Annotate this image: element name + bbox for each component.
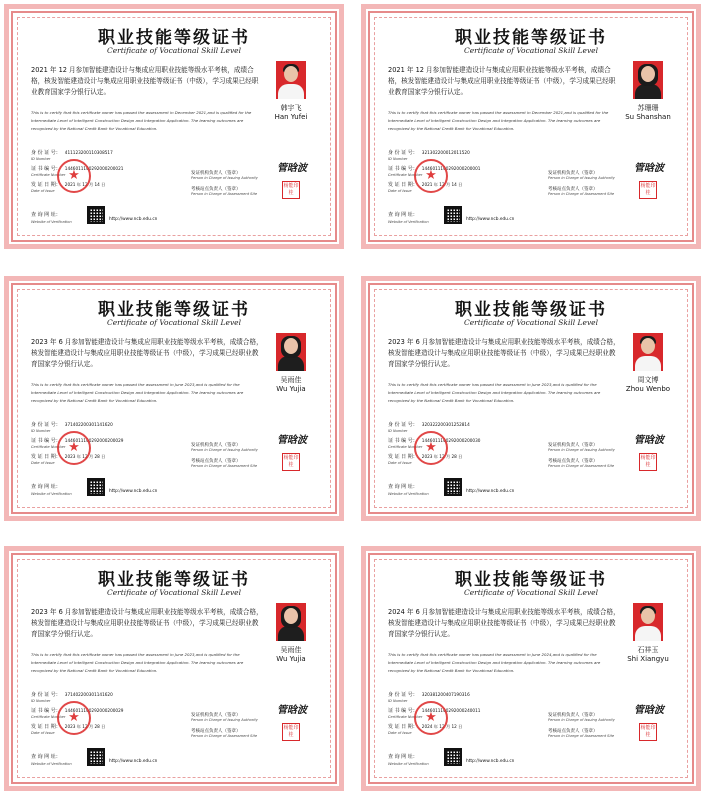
signature: 管晗波 bbox=[634, 705, 664, 716]
issuing-authority-signer bbox=[548, 442, 615, 452]
issuing-authority-label: 发证机构负责人（签章） bbox=[548, 171, 598, 176]
issue-date-label: 发 证 日 期： bbox=[31, 724, 61, 730]
issue-date-value: 2023 年 12 月 28 日 bbox=[421, 454, 463, 459]
certificate-body-en: This is to certify that this certificate owner has passed the assessment in December 2021,and is qualified for the Intermediate Level of Intelligent Construction Design and Integration Application. The learning outcomes are recognized by the National Credit Bank for Vocational Education. bbox=[31, 110, 252, 132]
verification-field bbox=[388, 753, 429, 766]
id-number-label-en: ID Number bbox=[31, 429, 51, 433]
holder-name-cn: 石祥玉 bbox=[637, 646, 659, 654]
assessment-site-signer bbox=[191, 458, 257, 468]
issuing-authority-label-en: Person in Charge of Issuing Authority bbox=[191, 176, 258, 180]
issue-date-label-en: Date of Issue bbox=[31, 189, 55, 193]
certificate-body-cn: 2023 年 6 月参加智能建造设计与集成应用职业技能等级水平考核，成绩合格，核发智能建造设计与集成应用职业技能等级证书（中级），学习成果已经职业教育国家学分银行认定。 bbox=[388, 338, 620, 368]
signature: 管晗波 bbox=[277, 163, 307, 174]
signature: 管晗波 bbox=[277, 435, 307, 446]
certificate-number-value: 1446011100292000200030 bbox=[421, 438, 481, 443]
holder-photo bbox=[633, 603, 663, 641]
issue-date-label-en: Date of Issue bbox=[388, 189, 412, 193]
certificate-body-cn: 2023 年 6 月参加智能建造设计与集成应用职业技能等级水平考核，成绩合格，核发智能建造设计与集成应用职业技能等级证书（中级），学习成果已经职业教育国家学分银行认定。 bbox=[31, 608, 263, 638]
verification-label: 查 询 网 址： bbox=[388, 212, 418, 218]
certificate-number-label-en: Certificate Number bbox=[388, 715, 423, 719]
qr-code-icon bbox=[87, 206, 105, 224]
holder-name-cn: 周文博 bbox=[637, 376, 659, 384]
issuing-authority-label-en: Person in Charge of Issuing Authority bbox=[191, 718, 258, 722]
qr-code-icon bbox=[87, 478, 105, 496]
assessment-site-label-en: Person in Charge of Assessment Site bbox=[548, 464, 615, 468]
signature: 管晗波 bbox=[634, 163, 664, 174]
personal-seal-icon: 杨能印桂 bbox=[282, 181, 300, 199]
qr-code-icon bbox=[444, 206, 462, 224]
issuing-authority-label-en: Person in Charge of Issuing Authority bbox=[548, 448, 615, 452]
certificate-body-en: This is to certify that this certificate owner has passed the assessment in June 2023,and is qualified for the Intermediate Level of Intelligent Construction Design and Integration Application. The learning outcomes are recognized by the National Credit Bank for Vocational Education. bbox=[31, 382, 244, 404]
issuing-authority-label: 发证机构负责人（签章） bbox=[548, 443, 598, 448]
holder-name-en: Shi Xiangyu bbox=[627, 655, 669, 663]
verification-url[interactable]: http://www.ncb.edu.cn bbox=[466, 489, 515, 494]
certificate-body-cn: 2021 年 12 月参加智能建造设计与集成应用职业技能等级水平考核，成绩合格，核发智能建造设计与集成应用职业技能等级证书（中级），学习成果已经职业教育国家学分银行认定。 bbox=[31, 66, 259, 96]
issue-date-label: 发 证 日 期： bbox=[388, 182, 418, 188]
personal-seal-icon: 杨能印桂 bbox=[639, 181, 657, 199]
id-number-label: 身 份 证 号： bbox=[31, 150, 61, 156]
personal-seal-icon: 杨能印桂 bbox=[282, 453, 300, 471]
verification-url[interactable]: http://www.ncb.edu.cn bbox=[109, 217, 158, 222]
holder-photo bbox=[276, 61, 306, 99]
issuing-authority-label: 发证机构负责人（签章） bbox=[548, 713, 598, 718]
issue-date-label-en: Date of Issue bbox=[31, 461, 55, 465]
issue-date-value: 2023 年 12 月 28 日 bbox=[64, 724, 106, 729]
certificate-title: 职业技能等级证书 bbox=[98, 570, 250, 590]
certificate-subtitle: Certificate of Vocational Skill Level bbox=[463, 46, 599, 55]
assessment-site-signer bbox=[191, 186, 257, 196]
assessment-site-label-en: Person in Charge of Assessment Site bbox=[548, 734, 615, 738]
certificate-number-label: 证 书 编 号： bbox=[388, 708, 418, 714]
assessment-site-label: 考核站点负责人（签章） bbox=[548, 729, 598, 734]
qr-code-icon bbox=[87, 748, 105, 766]
issue-date-value: 2021 年 12 月 14 日 bbox=[64, 182, 106, 187]
certificate-number-label-en: Certificate Number bbox=[31, 173, 66, 177]
certificate-body-en: This is to certify that this certificate owner has passed the assessment in June 2023,and is qualified for the Intermediate Level of Intelligent Construction Design and Integration Application. The learning outcomes are recognized by the National Credit Bank for Vocational Education. bbox=[31, 652, 244, 674]
certificate-number-label: 证 书 编 号： bbox=[388, 166, 418, 172]
verification-label: 查 询 网 址： bbox=[31, 754, 61, 760]
id-number-value: 320322200301252814 bbox=[421, 422, 470, 427]
id-number-label: 身 份 证 号： bbox=[31, 692, 61, 698]
assessment-site-signer bbox=[548, 458, 614, 468]
holder-name-en: Wu Yujia bbox=[276, 385, 306, 393]
holder-photo bbox=[633, 333, 663, 371]
verification-label: 查 询 网 址： bbox=[388, 754, 418, 760]
certificate-body-en: This is to certify that this certificate owner has passed the assessment in June 2023,and is qualified for the Intermediate Level of Intelligent Construction Design and Integration Application. The learning outcomes are recognized by the National Credit Bank for Vocational Education. bbox=[388, 382, 601, 404]
certificate-title: 职业技能等级证书 bbox=[98, 300, 250, 320]
qr-code-icon bbox=[444, 478, 462, 496]
assessment-site-label: 考核站点负责人（签章） bbox=[548, 187, 598, 192]
id-number-label: 身 份 证 号： bbox=[388, 150, 418, 156]
holder-name-cn: 吴雨佳 bbox=[280, 376, 302, 384]
issue-date-label: 发 证 日 期： bbox=[388, 724, 418, 730]
verification-label-en: Website of Verification bbox=[31, 492, 72, 496]
id-number-label: 身 份 证 号： bbox=[388, 422, 418, 428]
certificate-number-value: 1446011100292000200021 bbox=[64, 166, 124, 171]
issuing-authority-label-en: Person in Charge of Issuing Authority bbox=[548, 176, 615, 180]
personal-seal-icon: 杨能印桂 bbox=[639, 723, 657, 741]
assessment-site-signer bbox=[548, 728, 614, 738]
certificate-number-value: 1446011100292000240011 bbox=[421, 708, 481, 713]
issuing-authority-signer bbox=[548, 170, 615, 180]
certificate-card bbox=[361, 4, 701, 249]
certificate-number-label-en: Certificate Number bbox=[388, 445, 423, 449]
verification-label: 查 询 网 址： bbox=[388, 484, 418, 490]
assessment-site-label: 考核站点负责人（签章） bbox=[548, 459, 598, 464]
verification-label: 查 询 网 址： bbox=[31, 212, 61, 218]
id-number-value: 411123200110308517 bbox=[64, 150, 113, 155]
issue-date-label: 发 证 日 期： bbox=[388, 454, 418, 460]
official-seal-icon: ★ bbox=[414, 159, 448, 193]
issuing-authority-label: 发证机构负责人（签章） bbox=[191, 443, 241, 448]
holder-photo bbox=[276, 333, 306, 371]
certificate-subtitle: Certificate of Vocational Skill Level bbox=[463, 318, 599, 327]
issue-date-label-en: Date of Issue bbox=[388, 731, 412, 735]
issue-date-label-en: Date of Issue bbox=[388, 461, 412, 465]
certificate-number-label: 证 书 编 号： bbox=[31, 166, 61, 172]
official-seal-icon: ★ bbox=[57, 159, 91, 193]
holder-name-en: Zhou Wenbo bbox=[625, 385, 671, 393]
certificate-number-label-en: Certificate Number bbox=[31, 445, 66, 449]
assessment-site-label-en: Person in Charge of Assessment Site bbox=[191, 192, 258, 196]
official-seal-icon: ★ bbox=[57, 701, 91, 735]
holder-name-cn: 苏珊珊 bbox=[637, 104, 659, 112]
issue-date-value: 2021 年 12 月 14 日 bbox=[421, 182, 463, 187]
verification-field bbox=[388, 483, 429, 496]
certificate-number-label-en: Certificate Number bbox=[388, 173, 423, 177]
assessment-site-label: 考核站点负责人（签章） bbox=[191, 459, 241, 464]
official-seal-icon: ★ bbox=[414, 431, 448, 465]
assessment-site-label-en: Person in Charge of Assessment Site bbox=[191, 464, 258, 468]
signature: 管晗波 bbox=[277, 705, 307, 716]
personal-seal-icon: 杨能印桂 bbox=[639, 453, 657, 471]
certificate-subtitle: Certificate of Vocational Skill Level bbox=[106, 46, 242, 55]
qr-code-icon bbox=[444, 748, 462, 766]
verification-url[interactable]: http://www.ncb.edu.cn bbox=[466, 217, 515, 222]
certificate-title: 职业技能等级证书 bbox=[98, 28, 250, 48]
holder-name-en: Su Shanshan bbox=[625, 113, 671, 121]
verification-label-en: Website of Verification bbox=[31, 762, 72, 766]
issue-date-label-en: Date of Issue bbox=[31, 731, 55, 735]
certificate-body-cn: 2024 年 6 月参加智能建造设计与集成应用职业技能等级水平考核，成绩合格，核发智能建造设计与集成应用职业技能等级证书（中级），学习成果已经职业教育国家学分银行认定。 bbox=[388, 608, 620, 638]
certificate-number-label: 证 书 编 号： bbox=[31, 708, 61, 714]
id-number-label-en: ID Number bbox=[31, 157, 51, 161]
certificate-title: 职业技能等级证书 bbox=[455, 570, 607, 590]
assessment-site-signer bbox=[548, 186, 614, 196]
verification-url[interactable]: http://www.ncb.edu.cn bbox=[109, 759, 158, 764]
certificate-number-label-en: Certificate Number bbox=[31, 715, 66, 719]
certificate-subtitle: Certificate of Vocational Skill Level bbox=[106, 588, 242, 597]
certificate-card bbox=[361, 276, 701, 521]
holder-name-en: Han Yufei bbox=[274, 113, 308, 121]
certificate-title: 职业技能等级证书 bbox=[455, 300, 607, 320]
holder-name-en: Wu Yujia bbox=[276, 655, 306, 663]
certificate-card bbox=[361, 546, 701, 791]
verification-url[interactable]: http://www.ncb.edu.cn bbox=[109, 489, 158, 494]
certificate-body-en: This is to certify that this certificate owner has passed the assessment in June 2024,and is qualified for the Intermediate Level of Intelligent Construction Design and Integration Application. The learning outcomes are recognized by the National Credit Bank for Vocational Education. bbox=[388, 652, 601, 674]
assessment-site-label: 考核站点负责人（签章） bbox=[191, 187, 241, 192]
id-number-label: 身 份 证 号： bbox=[388, 692, 418, 698]
certificate-number-value: 1446011100292000200029 bbox=[64, 438, 124, 443]
verification-label: 查 询 网 址： bbox=[31, 484, 61, 490]
id-number-label-en: ID Number bbox=[31, 699, 51, 703]
assessment-site-signer bbox=[191, 728, 257, 738]
id-number-value: 320381200407190316 bbox=[421, 692, 470, 697]
id-number-value: 371402200301141620 bbox=[64, 422, 113, 427]
verification-field bbox=[388, 211, 429, 224]
certificate-number-value: 1446011100292000200001 bbox=[421, 166, 481, 171]
verification-label-en: Website of Verification bbox=[388, 762, 429, 766]
assessment-site-label: 考核站点负责人（签章） bbox=[191, 729, 241, 734]
issue-date-label: 发 证 日 期： bbox=[31, 182, 61, 188]
issuing-authority-signer bbox=[548, 712, 615, 722]
official-seal-icon: ★ bbox=[57, 431, 91, 465]
assessment-site-label-en: Person in Charge of Assessment Site bbox=[548, 192, 615, 196]
certificate-number-label: 证 书 编 号： bbox=[31, 438, 61, 444]
certificate-subtitle: Certificate of Vocational Skill Level bbox=[463, 588, 599, 597]
issuing-authority-signer bbox=[191, 442, 258, 452]
verification-label-en: Website of Verification bbox=[388, 492, 429, 496]
certificate-body-en: This is to certify that this certificate owner has passed the assessment in December 2021,and is qualified for the Intermediate Level of Intelligent Construction Design and Integration Application. The learning outcomes are recognized by the National Credit Bank for Vocational Education. bbox=[388, 110, 609, 132]
certificate-number-value: 1446011100292000200029 bbox=[64, 708, 124, 713]
holder-photo bbox=[276, 603, 306, 641]
id-number-value: 371402200301141620 bbox=[64, 692, 113, 697]
verification-url[interactable]: http://www.ncb.edu.cn bbox=[466, 759, 515, 764]
certificate-card bbox=[4, 276, 344, 521]
verification-field bbox=[31, 211, 72, 224]
id-number-label-en: ID Number bbox=[388, 157, 408, 161]
verification-label-en: Website of Verification bbox=[388, 220, 429, 224]
certificate-body-cn: 2023 年 6 月参加智能建造设计与集成应用职业技能等级水平考核，成绩合格，核发智能建造设计与集成应用职业技能等级证书（中级），学习成果已经职业教育国家学分银行认定。 bbox=[31, 338, 263, 368]
holder-name-cn: 韩宇飞 bbox=[280, 104, 302, 112]
certificate-body-cn: 2021 年 12 月参加智能建造设计与集成应用职业技能等级水平考核，成绩合格，核发智能建造设计与集成应用职业技能等级证书（中级），学习成果已经职业教育国家学分银行认定。 bbox=[388, 66, 616, 96]
verification-field bbox=[31, 483, 72, 496]
certificate-card bbox=[4, 546, 344, 791]
verification-field bbox=[31, 753, 72, 766]
assessment-site-label-en: Person in Charge of Assessment Site bbox=[191, 734, 258, 738]
id-number-label-en: ID Number bbox=[388, 699, 408, 703]
issuing-authority-signer bbox=[191, 712, 258, 722]
certificate-title: 职业技能等级证书 bbox=[455, 28, 607, 48]
id-number-label-en: ID Number bbox=[388, 429, 408, 433]
issuing-authority-label: 发证机构负责人（签章） bbox=[191, 171, 241, 176]
certificate-card bbox=[4, 4, 344, 249]
personal-seal-icon: 杨能印桂 bbox=[282, 723, 300, 741]
id-number-label: 身 份 证 号： bbox=[31, 422, 61, 428]
issuing-authority-label-en: Person in Charge of Issuing Authority bbox=[191, 448, 258, 452]
issue-date-value: 2024 年 12 月 12 日 bbox=[421, 724, 463, 729]
issue-date-label: 发 证 日 期： bbox=[31, 454, 61, 460]
issuing-authority-signer bbox=[191, 170, 258, 180]
certificate-number-label: 证 书 编 号： bbox=[388, 438, 418, 444]
official-seal-icon: ★ bbox=[414, 701, 448, 735]
issuing-authority-label-en: Person in Charge of Issuing Authority bbox=[548, 718, 615, 722]
verification-label-en: Website of Verification bbox=[31, 220, 72, 224]
issue-date-value: 2023 年 12 月 28 日 bbox=[64, 454, 106, 459]
holder-photo bbox=[633, 61, 663, 99]
id-number-value: 321302200012011520 bbox=[421, 150, 470, 155]
certificate-subtitle: Certificate of Vocational Skill Level bbox=[106, 318, 242, 327]
signature: 管晗波 bbox=[634, 435, 664, 446]
holder-name-cn: 吴雨佳 bbox=[280, 646, 302, 654]
issuing-authority-label: 发证机构负责人（签章） bbox=[191, 713, 241, 718]
